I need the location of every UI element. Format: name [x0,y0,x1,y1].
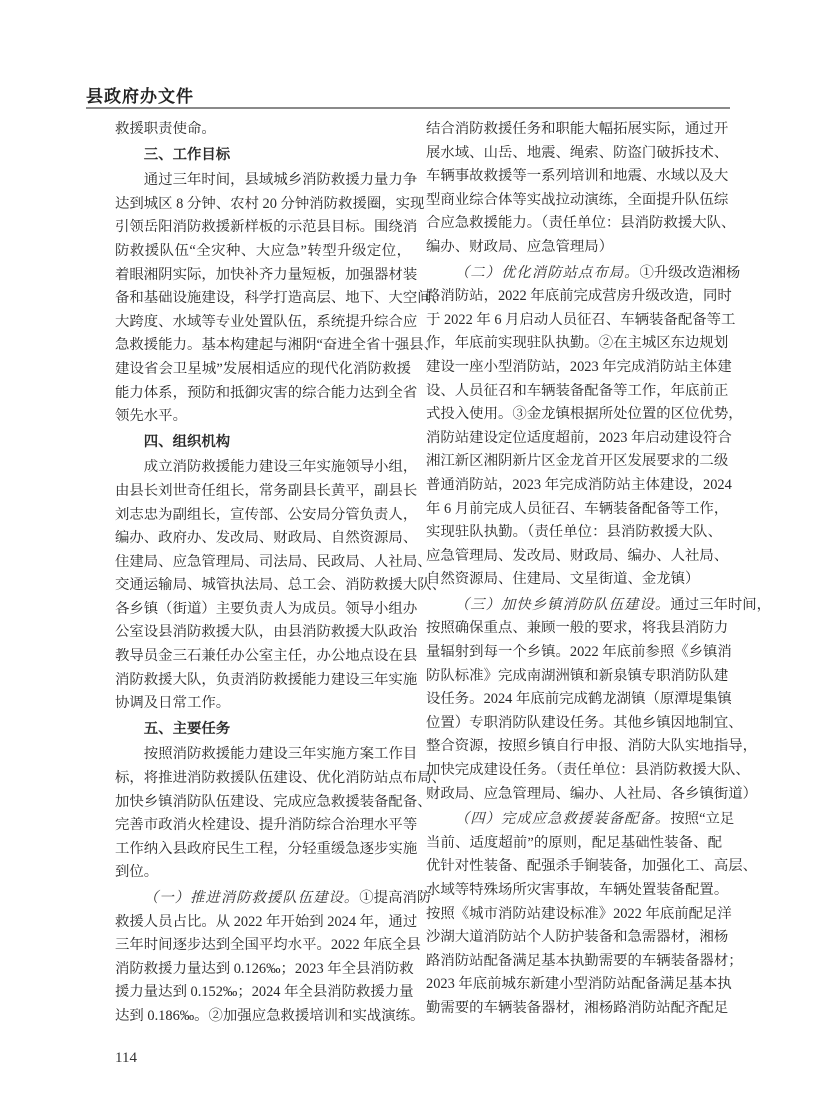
line-text: 到位。 [115,864,159,881]
text-line [115,382,418,406]
line-text: 型商业综合体等实战拉动演练，全面提升队伍综 [426,191,729,208]
line-text: 作，年底前实现驻队执勤。②在主城区东边规划 [426,335,729,352]
text-line [426,189,729,213]
line-text: 成立消防救援能力建设三年实施领导小组， [143,459,418,476]
text-line [426,832,722,856]
text-line [115,311,418,335]
line-text: 通过三年时间， [670,596,772,613]
line-text: 达到 0.186‰。②加强应急救援培训和实战演练。 [115,1007,425,1024]
text-line [115,791,432,815]
text-line [426,950,743,974]
text-line [115,767,446,791]
text-line [115,504,418,528]
text-line [426,545,729,569]
paragraph [115,118,411,142]
line-text: 自然资源局、住建局、文星街道、金龙镇） [426,571,700,588]
line-text: 整合资源，按照乡镇自行申报、消防大队实地指导， [426,738,757,755]
text-line [115,911,418,935]
text-line [426,403,743,427]
line-text: 各乡镇（街道）主要负责人为成员。领导小组办 [115,600,418,617]
line-text: 按照确保重点、兼顾一般的要求，将我县消防力 [426,620,729,637]
text-line [115,527,418,551]
line-text: 展水域、山岳、地震、绳索、防盗门破拆技术、 [426,144,729,161]
line-text: 教导员金三石兼任办公室主任，办公地点设在县 [115,648,418,665]
line-text: 防队标准》完成南湖洲镇和新泉镇专职消防队建 [426,667,729,684]
line-text: 式投入使用。③金龙镇根据所处位置的区位优势， [426,406,743,423]
text-line [426,759,750,783]
text-line [426,285,732,309]
line-text: 协调及日常工作。 [115,695,231,712]
text-line [426,903,732,927]
line-text: 合应急救援能力。（责任单位：县消防救援大队、 [426,215,736,232]
line-text: 当前、适度超前”的原则，配足基础性装备、配 [426,834,722,851]
right-column [426,118,772,1023]
text-line [115,645,418,669]
line-text: 备和基础设施建设，科学打造高层、地下、大空间、 [115,290,446,307]
subsection-lead: （一）推进消防救援队伍建设。 [143,890,360,906]
line-text: 能力体系，预防和抵御灾害的综合能力达到全省 [115,384,418,401]
text-line [426,973,732,997]
text-line [426,568,722,592]
line-text: 建设一座小型消防站，2023 年完成消防站主体建 [426,358,732,375]
text-line [115,838,418,862]
text-line [115,669,418,693]
section-heading: 五、主要任务 [143,720,231,737]
text-line [115,216,418,240]
line-text: 加快乡镇消防队伍建设、完成应急救援装备配备、 [115,793,432,810]
text-line [115,551,432,575]
text-line [426,142,729,166]
text-line [115,934,421,958]
text-line [426,808,735,832]
text-line [115,981,414,1005]
text-line [426,450,729,474]
text-line [115,240,411,264]
text-line [426,498,729,522]
line-text: 实现驻队执勤。（责任单位：县消防救援大队、 [426,524,722,541]
line-text: 设任务。2024 年底前完成鹤龙湖镇（原潭堤集镇 [426,691,732,708]
line-text: 位置）专职消防队建设任务。其他乡镇因地制宜、 [426,714,743,731]
line-text: 设、人员征召和车辆装备配备等工作，年底前正 [426,382,729,399]
text-line [115,958,414,982]
text-line [115,358,411,382]
line-text: 援力量达到 0.152‰；2024 年全县消防救援力量 [115,984,414,1001]
line-text: 按照《城市消防站建设标准》2022 年底前配足洋 [426,905,732,922]
line-text: 公室设县消防救援大队，由县消防救援大队政治 [115,624,418,641]
line-text: 建设省会卫星城”发展相适应的现代化消防救援 [115,360,411,377]
paragraph [426,594,772,806]
page-number: 114 [115,1050,137,1066]
text-line [115,405,411,429]
line-text: 编办、财政局、应急管理局） [426,238,614,255]
line-text: 沙湖大道消防站个人防护装备和急需器材，湘杨 [426,929,729,946]
text-line [115,598,418,622]
text-line [426,212,736,236]
text-line [426,712,743,736]
text-line [426,735,757,759]
text-line [115,743,418,767]
line-text: 按照“立足 [670,811,735,828]
line-text: 救援职责使命。 [115,121,216,137]
line-text: 大跨度、水域等专业处置队伍，系统提升综合应 [115,313,418,330]
text-line [115,814,418,838]
section-heading: 四、组织机构 [143,433,231,450]
line-text: 编办、政府办、发改局、财政局、自然资源局、 [115,530,418,547]
line-text: 按照消防救援能力建设三年实施方案工作目 [143,746,418,763]
line-text: 由县长刘世奇任组长，常务副县长黄平，副县长 [115,482,418,499]
text-line [426,641,732,665]
text-line [115,480,418,504]
line-text: 车辆事故救援等一系列培训和地震、水域以及大 [426,168,729,185]
text-line [426,380,729,404]
line-text: 交通运输局、城管执法局、总工会、消防救援大队、 [115,577,446,594]
line-text: ①升级改造湘杨 [639,264,741,281]
text-line [426,688,732,712]
line-text: 结合消防救援任务和职能大幅拓展实际，通过开 [426,121,729,137]
header-divider [86,107,730,109]
line-text: 湘江新区湘阴新片区金龙首开区发展要求的二级 [426,453,729,470]
line-text: 消防救援大队，负责消防救援能力建设三年实施 [115,671,418,688]
line-text: 三年时间逐步达到全国平均水平。2022 年底全县 [115,937,421,954]
line-text: 救援人员占比。从 2022 年开始到 2024 年，通过 [115,913,418,930]
paragraph [115,169,446,429]
line-text: 防救援队伍“全灾种、大应急”转型升级定位， [115,242,411,259]
text-line [426,332,729,356]
text-line [426,879,729,903]
left-column [115,118,446,1031]
text-line [426,617,729,641]
text-line [426,474,732,498]
text-line [426,997,729,1021]
line-text: 刘志忠为副组长，宣传部、公安局分管负责人， [115,506,418,523]
paragraph [426,262,743,592]
subsection-lead: （三）加快乡镇消防队伍建设。 [454,596,671,613]
line-text: 优针对性装备、配强杀手锏装备，加强化工、高层、 [426,858,757,875]
text-line [426,262,741,286]
text-line [426,118,729,142]
line-text: 2023 年底前城东新建小型消防站配备满足基本执 [426,976,732,993]
text-line [115,193,425,217]
line-text: 达到城区 8 分钟、农村 20 分钟消防救援圈，实现 [115,195,425,212]
line-text: 标，将推进消防救援队伍建设、优化消防站点布局、 [115,770,446,787]
text-line [426,427,732,451]
text-line [426,855,757,879]
subsection-lead: （二）优化消防站点布局。 [454,264,640,281]
text-line [426,594,772,618]
paragraph [115,456,446,716]
line-text: 路消防站配备满足基本执勤需要的车辆装备器材； [426,952,743,969]
line-text: 普通消防站，2023 年完成消防站主体建设，2024 [426,476,732,493]
paragraph [115,743,446,885]
line-text: 于 2022 年 6 月启动人员征召、车辆装备配备等工 [426,311,736,328]
text-line [115,1005,425,1029]
text-line [426,783,757,807]
line-text: ①提高消防 [359,890,432,906]
section-heading: 三、工作目标 [143,146,231,163]
subsection-lead: （四）完成应急救援装备配备。 [454,811,671,828]
line-text: 年 6 月前完成人员征召、车辆装备配备等工作， [426,500,729,517]
text-line [115,118,411,142]
text-line [115,887,432,911]
line-text: 工作纳入县政府民生工程，分轻重缓急逐步实施 [115,840,418,857]
text-line [426,521,722,545]
line-text: 消防救援力量达到 0.126‰；2023 年全县消防救 [115,960,414,977]
line-text: 急救援能力。基本构建起与湘阴“奋进全省十强县、 [115,337,438,354]
text-line [426,309,736,333]
line-text: 财政局、应急管理局、编办、人社局、各乡镇街道） [426,785,757,802]
text-line [115,692,411,716]
line-text: 住建局、应急管理局、司法局、民政局、人社局、 [115,553,432,570]
text-line [115,456,418,480]
text-line [426,165,729,189]
line-text: 应急管理局、发改局、财政局、编办、人社局、 [426,547,729,564]
line-text: 水域等特殊场所灾害事故，车辆处置装备配置。 [426,882,729,898]
line-text: 着眼湘阴实际，加快补齐力量短板，加强器材装 [115,266,418,283]
line-text: 勤需要的车辆装备器材，湘杨路消防站配齐配足 [426,999,729,1016]
line-text: 引领岳阳消防救援新样板的示范县目标。围绕消 [115,219,418,236]
paragraph [115,887,432,1029]
text-line [115,264,418,288]
text-line [115,621,418,645]
line-text: 通过三年时间，县域城乡消防救援力量力争 [143,172,418,189]
text-line [115,861,411,885]
paragraph [426,118,736,260]
line-text: 路消防站，2022 年底前完成营房升级改造，同时 [426,288,732,305]
line-text: 量辐射到每一个乡镇。2022 年底前参照《乡镇消 [426,644,732,661]
line-text: 消防站建设定位适度超前，2023 年启动建设符合 [426,429,732,446]
text-line [115,287,446,311]
text-line [426,665,729,689]
text-line [426,926,729,950]
line-text: 加快完成建设任务。（责任单位：县消防救援大队、 [426,762,750,779]
text-line [115,169,418,193]
running-header: 县政府办文件 [86,87,194,106]
text-line [115,334,438,358]
text-line [115,574,446,598]
text-line [426,356,732,380]
paragraph [426,808,757,1020]
line-text: 完善市政消火栓建设、提升消防综合治理水平等 [115,817,418,834]
text-line [426,236,722,260]
line-text: 领先水平。 [115,408,187,425]
